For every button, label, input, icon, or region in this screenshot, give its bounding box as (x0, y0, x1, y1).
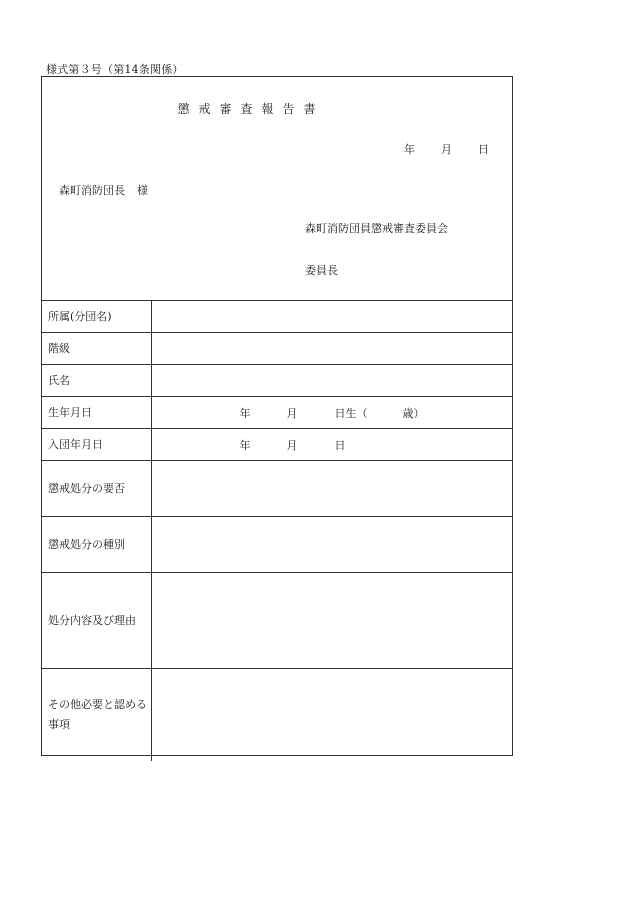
report-fields-table (42, 300, 512, 761)
birthdate-day-label: 日生（ (334, 407, 368, 420)
join-date-month-label: 月 (286, 439, 298, 452)
field-value-affiliation[interactable] (151, 301, 512, 333)
field-label-discipline-necessity: 懲戒処分の要否 (42, 461, 151, 517)
field-label-birthdate: 生年月日 (42, 397, 151, 429)
field-value-discipline-type[interactable] (151, 517, 512, 573)
date-year-label: 年 (404, 143, 415, 156)
field-label-discipline-type: 懲戒処分の種別 (42, 517, 151, 573)
report-header (42, 77, 512, 300)
field-value-rank[interactable] (151, 333, 512, 365)
committee-name: 森町消防団員懲戒審査委員会 (305, 222, 448, 235)
field-row-affiliation (42, 301, 512, 333)
field-value-join-date[interactable] (151, 429, 512, 461)
field-label-rank: 階級 (42, 333, 151, 365)
field-label-other-matters: その他必要と認める事項 (42, 669, 151, 762)
field-row-other-matters (42, 669, 512, 762)
field-value-birthdate[interactable] (151, 397, 512, 429)
join-date-year-label: 年 (239, 439, 251, 452)
join-date-day-label: 日 (334, 439, 346, 452)
birthdate-year-label: 年 (239, 407, 251, 420)
addressee-honorific: 様 (137, 184, 148, 197)
report-date[interactable] (404, 141, 489, 157)
field-label-affiliation: 所属(分団名) (42, 301, 151, 333)
field-value-discipline-details[interactable] (151, 573, 512, 669)
field-value-name[interactable] (151, 365, 512, 397)
field-label-join-date: 入団年月日 (42, 429, 151, 461)
date-month-label: 月 (441, 143, 452, 156)
field-row-rank (42, 333, 512, 365)
addressee-name: 森町消防団長 (59, 184, 125, 197)
date-day-label: 日 (478, 143, 489, 156)
field-row-discipline-necessity (42, 461, 512, 517)
field-label-discipline-details: 処分内容及び理由 (42, 573, 151, 669)
birthdate-month-label: 月 (286, 407, 298, 420)
field-value-other-matters[interactable] (151, 669, 512, 762)
birthdate-age-label: 歳） (402, 407, 425, 420)
field-row-discipline-type (42, 517, 512, 573)
field-label-name: 氏名 (42, 365, 151, 397)
field-row-discipline-details (42, 573, 512, 669)
field-row-name (42, 365, 512, 397)
addressee (59, 182, 148, 198)
form-number: 様式第３号（第14条関係） (46, 63, 184, 76)
committee-chair[interactable]: 委員長 (305, 264, 338, 277)
field-row-join-date (42, 429, 512, 461)
report-title: 懲戒審査報告書 (177, 102, 325, 116)
field-row-birthdate (42, 397, 512, 429)
report-form (41, 76, 513, 756)
field-value-discipline-necessity[interactable] (151, 461, 512, 517)
